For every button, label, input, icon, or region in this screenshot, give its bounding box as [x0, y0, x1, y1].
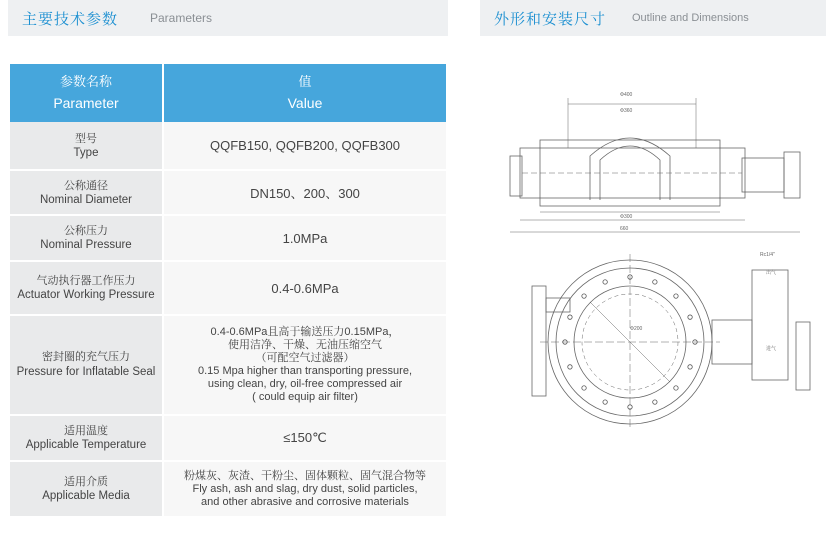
- param-name-cn: 适用介质: [64, 475, 108, 488]
- param-value: [163, 461, 446, 517]
- param-value-line: ≤150℃: [283, 430, 327, 445]
- param-name: [10, 170, 163, 215]
- outline-section-header: [480, 0, 826, 36]
- outline-dimension-drawing: [480, 60, 826, 440]
- dim-label-d3: Φ300: [620, 214, 633, 220]
- param-value: [163, 261, 446, 315]
- dim-label-d4: Φ200: [630, 326, 643, 332]
- param-value-line: 0.15 Mpa higher than transporting pressure,: [197, 365, 413, 377]
- table-row: [10, 461, 446, 517]
- bolt-hole: [674, 386, 678, 390]
- param-name-cn: 密封圈的充气压力: [42, 350, 130, 363]
- bolt-hole: [568, 315, 572, 319]
- outline-title-en: Outline and Dimensions: [632, 12, 749, 24]
- param-value-line: 1.0MPa: [282, 230, 328, 246]
- header-parameter: [10, 64, 163, 122]
- param-name-en: Nominal Diameter: [39, 193, 133, 206]
- param-value-line: 0.4-0.6MPa且高于输送压力0.15MPa，: [210, 326, 400, 338]
- table-row: [10, 170, 446, 215]
- param-name-en: [11, 364, 161, 380]
- front-view-drawing: [532, 254, 810, 430]
- param-value: [163, 170, 446, 215]
- param-value-line: 使用洁净、干燥、无油压缩空气: [228, 339, 382, 351]
- top-view-drawing: [510, 98, 800, 232]
- param-name-en: Applicable Media: [42, 490, 130, 502]
- param-value-line: ( could equip air filter): [252, 391, 358, 403]
- param-value: [163, 315, 446, 415]
- bolt-hole: [603, 400, 607, 404]
- param-name: [10, 315, 163, 415]
- param-value: [163, 122, 446, 170]
- parameter-table: [10, 64, 446, 518]
- port-label: Rc1/4": [760, 252, 775, 258]
- table-row: [10, 122, 446, 170]
- param-name: [10, 461, 163, 517]
- param-name: [10, 122, 163, 170]
- param-value-line: DN150、200、300: [250, 186, 360, 201]
- air-inlet-label: 进气: [766, 346, 777, 352]
- param-name: [10, 261, 163, 315]
- bolt-hole: [653, 280, 657, 284]
- param-value-line: and other abrasive and corrosive materials: [201, 495, 409, 508]
- param-value: [163, 215, 446, 261]
- param-name-en: Actuator Working Pressure: [17, 289, 155, 301]
- table-row: [10, 415, 446, 461]
- outline-title-cn: 外形和安装尺寸: [494, 10, 607, 28]
- param-value-line: 粉煤灰、灰渣、干粉尘、固体颗粒、固气混合物等: [184, 469, 426, 482]
- dim-label-d1: Φ400: [620, 92, 633, 98]
- table-header-row: [10, 64, 446, 122]
- param-value: [163, 415, 446, 461]
- param-name-en: Applicable Temperature: [25, 439, 147, 451]
- param-value-line: （可配空气过滤器）: [255, 352, 355, 364]
- dim-label-d2: Φ360: [620, 108, 633, 114]
- bolt-hole: [603, 280, 607, 284]
- table-row: [10, 215, 446, 261]
- bolt-hole: [582, 386, 586, 390]
- param-name-cn: 公称压力: [64, 224, 108, 237]
- parameters-title-en: Parameters: [150, 11, 213, 25]
- bolt-hole: [653, 400, 657, 404]
- param-name-cn: 公称通径: [64, 178, 108, 192]
- param-value-line: QQFB150, QQFB200, QQFB300: [209, 138, 401, 153]
- param-name: [10, 415, 163, 461]
- param-name-en: Type: [73, 146, 99, 159]
- header-parameter-en: Parameter: [53, 95, 119, 111]
- dim-label-len: 660: [620, 226, 629, 232]
- air-outlet-label: 出气: [766, 270, 777, 276]
- param-name-cn: 适用温度: [64, 424, 108, 437]
- param-value-line: using clean, dry, oil-free compressed air: [207, 378, 403, 390]
- header-value: [163, 64, 446, 122]
- param-name-cn: 气动执行器工作压力: [36, 274, 136, 287]
- parameters-title-cn: 主要技术参数: [22, 10, 119, 28]
- table-row: [10, 261, 446, 315]
- header-value-cn: 值: [298, 75, 312, 90]
- bolt-hole: [688, 315, 692, 319]
- bolt-hole: [568, 365, 572, 369]
- param-name-en: Nominal Pressure: [40, 239, 132, 251]
- bolt-hole: [688, 365, 692, 369]
- parameters-section-header: [8, 0, 448, 36]
- param-value-line: 0.4-0.6MPa: [271, 280, 339, 296]
- header-parameter-cn: 参数名称: [59, 75, 112, 90]
- param-name-en-text: Pressure for Inflatable Seal: [16, 366, 156, 378]
- param-value-line: Fly ash, ash and slag, dry dust, solid particles,: [192, 482, 418, 495]
- bolt-hole: [674, 294, 678, 298]
- param-name: [10, 215, 163, 261]
- header-value-en: Value: [287, 95, 323, 111]
- bolt-hole: [582, 294, 586, 298]
- table-row: [10, 315, 446, 415]
- param-name-cn: 型号: [75, 131, 97, 145]
